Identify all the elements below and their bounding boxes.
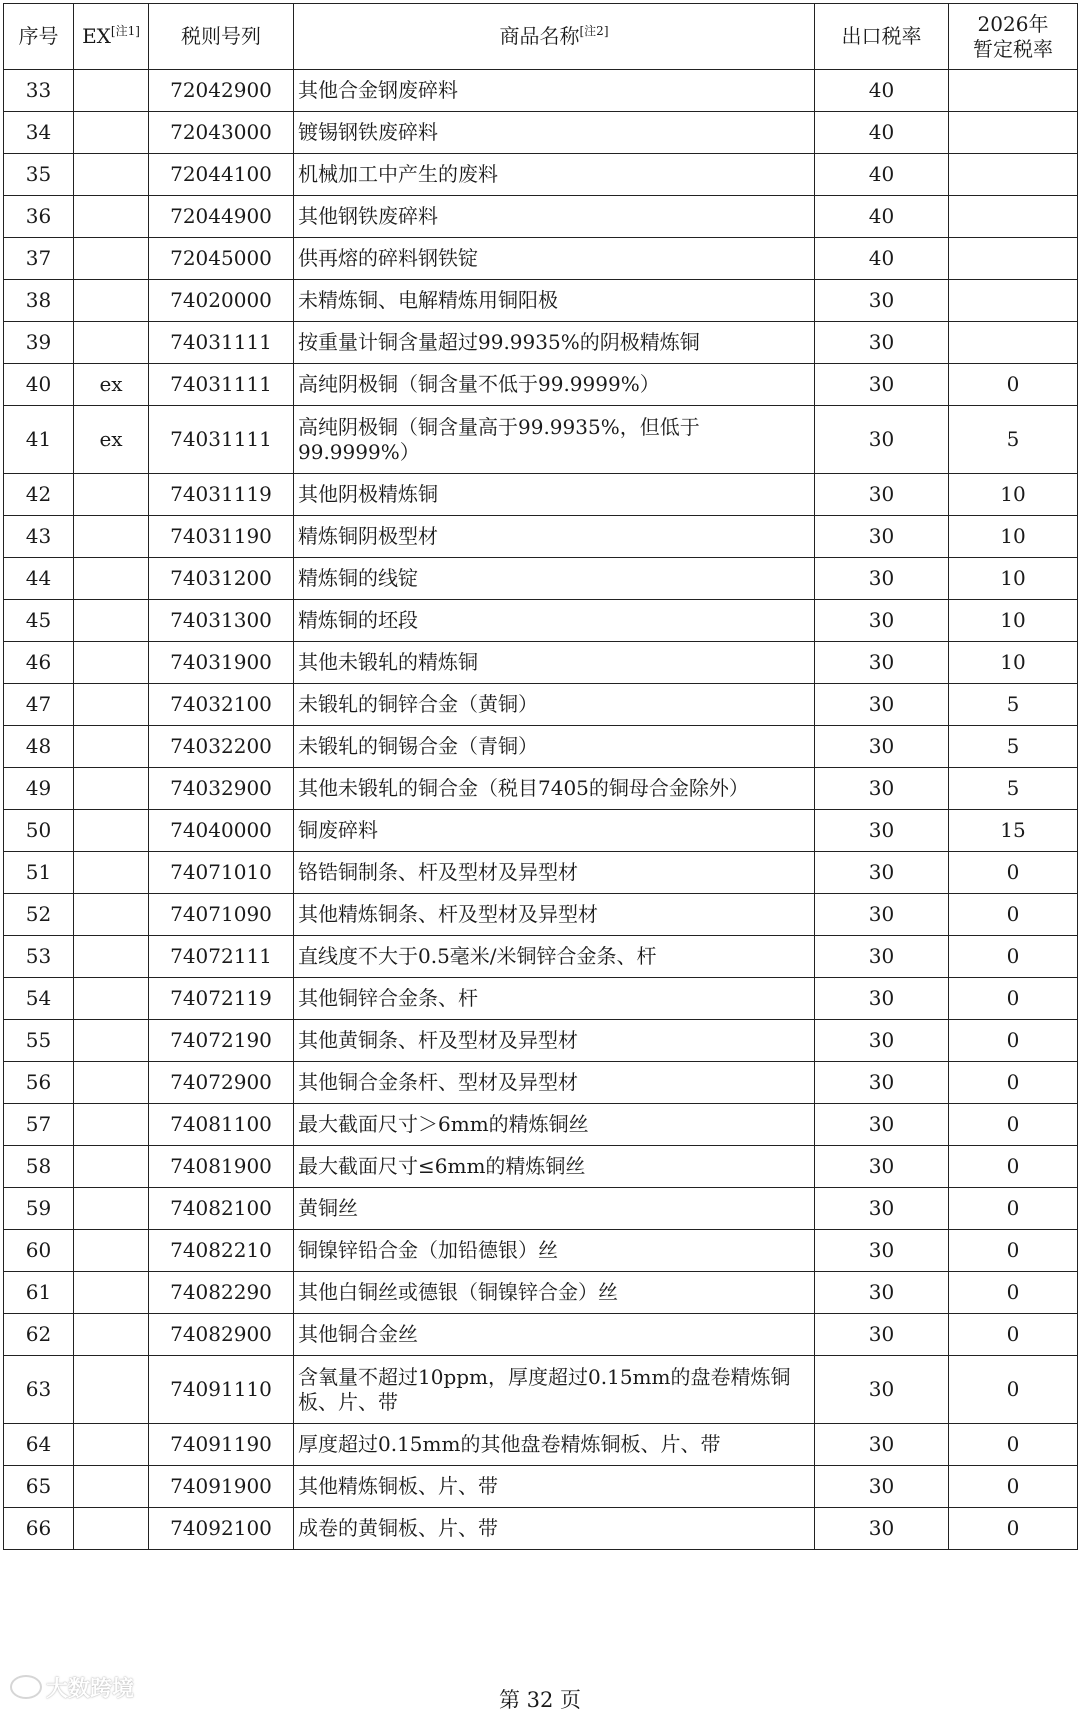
header-ex: EX[注1] bbox=[74, 4, 149, 70]
table-row bbox=[4, 154, 1078, 196]
cell-rate: 30 bbox=[815, 852, 949, 894]
tariff-table bbox=[3, 3, 1078, 1550]
cell-seq: 43 bbox=[4, 516, 74, 558]
cell-ex bbox=[74, 516, 149, 558]
cell-temp: 0 bbox=[949, 1356, 1078, 1424]
cell-seq: 66 bbox=[4, 1508, 74, 1550]
cell-seq: 42 bbox=[4, 474, 74, 516]
table-row bbox=[4, 280, 1078, 322]
cell-seq: 44 bbox=[4, 558, 74, 600]
cell-code: 74031200 bbox=[149, 558, 294, 600]
cell-name: 其他白铜丝或德银（铜镍锌合金）丝 bbox=[294, 1272, 815, 1314]
table-row bbox=[4, 1356, 1078, 1424]
table-row bbox=[4, 558, 1078, 600]
table-row bbox=[4, 516, 1078, 558]
table-row bbox=[4, 1146, 1078, 1188]
table-row bbox=[4, 1508, 1078, 1550]
cell-temp bbox=[949, 70, 1078, 112]
cell-code: 74031900 bbox=[149, 642, 294, 684]
cell-ex bbox=[74, 810, 149, 852]
cell-name: 其他精炼铜条、杆及型材及异型材 bbox=[294, 894, 815, 936]
cell-code: 72042900 bbox=[149, 70, 294, 112]
cell-rate: 30 bbox=[815, 600, 949, 642]
cell-rate: 30 bbox=[815, 726, 949, 768]
cell-code: 74082100 bbox=[149, 1188, 294, 1230]
cell-name: 高纯阴极铜（铜含量高于99.9935%，但低于99.9999%） bbox=[294, 406, 815, 474]
cell-temp: 0 bbox=[949, 852, 1078, 894]
cell-temp: 5 bbox=[949, 684, 1078, 726]
cell-seq: 51 bbox=[4, 852, 74, 894]
cell-code: 74081900 bbox=[149, 1146, 294, 1188]
cell-code: 74031119 bbox=[149, 474, 294, 516]
cell-seq: 37 bbox=[4, 238, 74, 280]
cell-code: 74031300 bbox=[149, 600, 294, 642]
table-row bbox=[4, 894, 1078, 936]
cell-ex bbox=[74, 1104, 149, 1146]
cell-ex bbox=[74, 1356, 149, 1424]
table-row bbox=[4, 322, 1078, 364]
cell-code: 74031111 bbox=[149, 364, 294, 406]
cell-rate: 30 bbox=[815, 558, 949, 600]
cell-seq: 62 bbox=[4, 1314, 74, 1356]
cell-code: 74031190 bbox=[149, 516, 294, 558]
cell-code: 74031111 bbox=[149, 322, 294, 364]
table-row bbox=[4, 852, 1078, 894]
cell-rate: 40 bbox=[815, 70, 949, 112]
cell-code: 74091900 bbox=[149, 1466, 294, 1508]
cell-rate: 30 bbox=[815, 1062, 949, 1104]
table-row bbox=[4, 1188, 1078, 1230]
cell-code: 74072900 bbox=[149, 1062, 294, 1104]
cell-code: 74032100 bbox=[149, 684, 294, 726]
cell-seq: 57 bbox=[4, 1104, 74, 1146]
cell-rate: 30 bbox=[815, 1020, 949, 1062]
cell-temp: 10 bbox=[949, 558, 1078, 600]
cell-temp: 0 bbox=[949, 1314, 1078, 1356]
cell-ex bbox=[74, 112, 149, 154]
cell-seq: 52 bbox=[4, 894, 74, 936]
cell-code: 74081100 bbox=[149, 1104, 294, 1146]
cell-rate: 30 bbox=[815, 936, 949, 978]
cell-ex bbox=[74, 280, 149, 322]
cell-seq: 64 bbox=[4, 1424, 74, 1466]
cell-rate: 30 bbox=[815, 1356, 949, 1424]
cell-code: 74072190 bbox=[149, 1020, 294, 1062]
table-row bbox=[4, 684, 1078, 726]
cell-seq: 54 bbox=[4, 978, 74, 1020]
cell-name: 最大截面尺寸≤6mm的精炼铜丝 bbox=[294, 1146, 815, 1188]
cell-ex bbox=[74, 600, 149, 642]
cell-rate: 30 bbox=[815, 894, 949, 936]
cell-rate: 30 bbox=[815, 1188, 949, 1230]
cell-rate: 30 bbox=[815, 642, 949, 684]
cell-code: 74071090 bbox=[149, 894, 294, 936]
cell-ex bbox=[74, 474, 149, 516]
cell-code: 74091190 bbox=[149, 1424, 294, 1466]
cell-seq: 50 bbox=[4, 810, 74, 852]
cell-name: 未锻轧的铜锌合金（黄铜） bbox=[294, 684, 815, 726]
cell-temp: 0 bbox=[949, 1508, 1078, 1550]
cell-ex bbox=[74, 1146, 149, 1188]
cell-name: 高纯阴极铜（铜含量不低于99.9999%） bbox=[294, 364, 815, 406]
table-row bbox=[4, 196, 1078, 238]
cell-ex bbox=[74, 322, 149, 364]
cell-code: 72043000 bbox=[149, 112, 294, 154]
table-row bbox=[4, 726, 1078, 768]
cell-seq: 58 bbox=[4, 1146, 74, 1188]
header-ex-note: [注1] bbox=[110, 24, 140, 38]
cell-temp: 10 bbox=[949, 642, 1078, 684]
cell-ex bbox=[74, 1272, 149, 1314]
table-row bbox=[4, 1104, 1078, 1146]
cell-ex bbox=[74, 726, 149, 768]
cell-rate: 30 bbox=[815, 1146, 949, 1188]
cell-ex bbox=[74, 558, 149, 600]
cell-temp: 0 bbox=[949, 1424, 1078, 1466]
cell-name: 镀锡钢铁废碎料 bbox=[294, 112, 815, 154]
cell-code: 74082210 bbox=[149, 1230, 294, 1272]
cell-rate: 30 bbox=[815, 768, 949, 810]
cell-name: 其他铜合金丝 bbox=[294, 1314, 815, 1356]
cell-code: 74092100 bbox=[149, 1508, 294, 1550]
cell-code: 74032900 bbox=[149, 768, 294, 810]
cell-rate: 30 bbox=[815, 322, 949, 364]
cell-ex bbox=[74, 768, 149, 810]
cell-rate: 40 bbox=[815, 154, 949, 196]
cell-rate: 30 bbox=[815, 978, 949, 1020]
cell-name: 其他未锻轧的铜合金（税目7405的铜母合金除外） bbox=[294, 768, 815, 810]
table-row bbox=[4, 1272, 1078, 1314]
cell-temp: 0 bbox=[949, 1272, 1078, 1314]
table-row bbox=[4, 364, 1078, 406]
cell-rate: 30 bbox=[815, 1104, 949, 1146]
cell-ex bbox=[74, 642, 149, 684]
cell-code: 74072119 bbox=[149, 978, 294, 1020]
cell-name: 未精炼铜、电解精炼用铜阳极 bbox=[294, 280, 815, 322]
cell-ex bbox=[74, 70, 149, 112]
cell-code: 74020000 bbox=[149, 280, 294, 322]
cell-rate: 40 bbox=[815, 112, 949, 154]
cell-ex bbox=[74, 684, 149, 726]
cell-ex bbox=[74, 238, 149, 280]
cell-ex bbox=[74, 1188, 149, 1230]
cell-temp: 10 bbox=[949, 600, 1078, 642]
cell-seq: 48 bbox=[4, 726, 74, 768]
cell-seq: 55 bbox=[4, 1020, 74, 1062]
table-row bbox=[4, 978, 1078, 1020]
cell-temp: 0 bbox=[949, 364, 1078, 406]
table-row bbox=[4, 600, 1078, 642]
cell-temp: 0 bbox=[949, 936, 1078, 978]
table-row bbox=[4, 810, 1078, 852]
cell-name: 其他合金钢废碎料 bbox=[294, 70, 815, 112]
cell-rate: 30 bbox=[815, 1508, 949, 1550]
cell-ex: ex bbox=[74, 406, 149, 474]
header-seq: 序号 bbox=[4, 4, 74, 70]
cell-rate: 30 bbox=[815, 364, 949, 406]
cell-ex bbox=[74, 936, 149, 978]
cell-seq: 47 bbox=[4, 684, 74, 726]
cell-temp: 5 bbox=[949, 406, 1078, 474]
cell-seq: 41 bbox=[4, 406, 74, 474]
cell-temp bbox=[949, 238, 1078, 280]
header-code: 税则号列 bbox=[149, 4, 294, 70]
cell-code: 74072111 bbox=[149, 936, 294, 978]
cell-name: 精炼铜的线锭 bbox=[294, 558, 815, 600]
cell-ex bbox=[74, 1314, 149, 1356]
cell-temp: 0 bbox=[949, 1466, 1078, 1508]
cell-name: 未锻轧的铜锡合金（青铜） bbox=[294, 726, 815, 768]
cell-temp: 0 bbox=[949, 1146, 1078, 1188]
cell-rate: 30 bbox=[815, 516, 949, 558]
cell-rate: 30 bbox=[815, 1424, 949, 1466]
cell-name: 精炼铜的坯段 bbox=[294, 600, 815, 642]
cell-ex bbox=[74, 978, 149, 1020]
cell-seq: 39 bbox=[4, 322, 74, 364]
cell-seq: 46 bbox=[4, 642, 74, 684]
cell-temp: 15 bbox=[949, 810, 1078, 852]
page-number: 第 32 页 bbox=[498, 1688, 582, 1712]
cell-rate: 30 bbox=[815, 1230, 949, 1272]
cell-ex bbox=[74, 1508, 149, 1550]
cell-rate: 30 bbox=[815, 1272, 949, 1314]
table-body bbox=[4, 70, 1078, 1550]
table-row bbox=[4, 238, 1078, 280]
cell-rate: 40 bbox=[815, 196, 949, 238]
table-header bbox=[4, 4, 1078, 70]
cell-ex bbox=[74, 154, 149, 196]
cell-temp: 0 bbox=[949, 1020, 1078, 1062]
table-row bbox=[4, 406, 1078, 474]
cell-name: 黄铜丝 bbox=[294, 1188, 815, 1230]
cell-temp: 0 bbox=[949, 1104, 1078, 1146]
cell-temp: 10 bbox=[949, 474, 1078, 516]
cell-ex bbox=[74, 1466, 149, 1508]
cell-code: 74040000 bbox=[149, 810, 294, 852]
cell-code: 72044100 bbox=[149, 154, 294, 196]
cell-name: 铜镍锌铅合金（加铅德银）丝 bbox=[294, 1230, 815, 1272]
header-temp-rate bbox=[949, 4, 1078, 70]
cell-seq: 45 bbox=[4, 600, 74, 642]
cell-temp: 0 bbox=[949, 978, 1078, 1020]
cell-ex bbox=[74, 1020, 149, 1062]
cell-temp: 0 bbox=[949, 1230, 1078, 1272]
cell-temp: 0 bbox=[949, 894, 1078, 936]
cell-name: 其他精炼铜板、片、带 bbox=[294, 1466, 815, 1508]
cell-temp bbox=[949, 322, 1078, 364]
cell-temp: 10 bbox=[949, 516, 1078, 558]
cell-seq: 60 bbox=[4, 1230, 74, 1272]
table-row bbox=[4, 1466, 1078, 1508]
cell-temp: 0 bbox=[949, 1188, 1078, 1230]
table-row bbox=[4, 768, 1078, 810]
cell-name: 最大截面尺寸＞6mm的精炼铜丝 bbox=[294, 1104, 815, 1146]
header-name-note: [注2] bbox=[579, 24, 609, 38]
header-name: 商品名称[注2] bbox=[294, 4, 815, 70]
cell-name: 按重量计铜含量超过99.9935%的阴极精炼铜 bbox=[294, 322, 815, 364]
cell-code: 74091110 bbox=[149, 1356, 294, 1424]
cell-temp: 5 bbox=[949, 768, 1078, 810]
cell-rate: 40 bbox=[815, 238, 949, 280]
cell-code: 72045000 bbox=[149, 238, 294, 280]
header-temp-rate-line1: 2026年 bbox=[977, 11, 1049, 36]
cell-seq: 36 bbox=[4, 196, 74, 238]
cell-seq: 38 bbox=[4, 280, 74, 322]
cell-name: 成卷的黄铜板、片、带 bbox=[294, 1508, 815, 1550]
table-row bbox=[4, 1062, 1078, 1104]
cell-rate: 30 bbox=[815, 810, 949, 852]
cell-code: 74031111 bbox=[149, 406, 294, 474]
cell-seq: 65 bbox=[4, 1466, 74, 1508]
cell-ex bbox=[74, 196, 149, 238]
cell-name: 直线度不大于0.5毫米/米铜锌合金条、杆 bbox=[294, 936, 815, 978]
cell-ex bbox=[74, 894, 149, 936]
cell-code: 74032200 bbox=[149, 726, 294, 768]
table-row bbox=[4, 1424, 1078, 1466]
cell-code: 74082290 bbox=[149, 1272, 294, 1314]
cell-seq: 53 bbox=[4, 936, 74, 978]
cell-ex bbox=[74, 1230, 149, 1272]
cell-name: 其他黄铜条、杆及型材及异型材 bbox=[294, 1020, 815, 1062]
table-row bbox=[4, 1314, 1078, 1356]
cell-seq: 35 bbox=[4, 154, 74, 196]
cell-rate: 30 bbox=[815, 684, 949, 726]
cell-name: 厚度超过0.15mm的其他盘卷精炼铜板、片、带 bbox=[294, 1424, 815, 1466]
cell-temp bbox=[949, 154, 1078, 196]
cell-name: 供再熔的碎料钢铁锭 bbox=[294, 238, 815, 280]
cell-name: 其他未锻轧的精炼铜 bbox=[294, 642, 815, 684]
cell-rate: 30 bbox=[815, 280, 949, 322]
table-row bbox=[4, 936, 1078, 978]
cell-temp bbox=[949, 196, 1078, 238]
cell-rate: 30 bbox=[815, 1314, 949, 1356]
cell-temp: 5 bbox=[949, 726, 1078, 768]
cell-seq: 63 bbox=[4, 1356, 74, 1424]
cell-name: 铜废碎料 bbox=[294, 810, 815, 852]
table-row bbox=[4, 1230, 1078, 1272]
header-rate: 出口税率 bbox=[815, 4, 949, 70]
cell-rate: 30 bbox=[815, 474, 949, 516]
cell-name: 机械加工中产生的废料 bbox=[294, 154, 815, 196]
cell-ex: ex bbox=[74, 364, 149, 406]
cell-seq: 34 bbox=[4, 112, 74, 154]
cell-name: 其他铜合金条杆、型材及异型材 bbox=[294, 1062, 815, 1104]
cell-temp bbox=[949, 112, 1078, 154]
cell-seq: 59 bbox=[4, 1188, 74, 1230]
cell-seq: 56 bbox=[4, 1062, 74, 1104]
table-row bbox=[4, 112, 1078, 154]
cell-ex bbox=[74, 852, 149, 894]
watermark-text: 大数跨境 bbox=[46, 1677, 135, 1702]
cell-seq: 49 bbox=[4, 768, 74, 810]
cell-seq: 33 bbox=[4, 70, 74, 112]
cell-name: 含氧量不超过10ppm，厚度超过0.15mm的盘卷精炼铜板、片、带 bbox=[294, 1356, 815, 1424]
cell-name: 其他阴极精炼铜 bbox=[294, 474, 815, 516]
cell-ex bbox=[74, 1062, 149, 1104]
table-row bbox=[4, 70, 1078, 112]
cell-rate: 30 bbox=[815, 406, 949, 474]
cell-name: 精炼铜阴极型材 bbox=[294, 516, 815, 558]
cell-code: 72044900 bbox=[149, 196, 294, 238]
cell-code: 74082900 bbox=[149, 1314, 294, 1356]
header-temp-rate-line2: 暂定税率 bbox=[973, 36, 1053, 61]
cell-seq: 40 bbox=[4, 364, 74, 406]
cell-name: 其他铜锌合金条、杆 bbox=[294, 978, 815, 1020]
cell-code: 74071010 bbox=[149, 852, 294, 894]
table-row bbox=[4, 474, 1078, 516]
cell-temp: 0 bbox=[949, 1062, 1078, 1104]
table-row bbox=[4, 642, 1078, 684]
table-row bbox=[4, 1020, 1078, 1062]
cell-temp bbox=[949, 280, 1078, 322]
cell-seq: 61 bbox=[4, 1272, 74, 1314]
cell-ex bbox=[74, 1424, 149, 1466]
cell-rate: 30 bbox=[815, 1466, 949, 1508]
cell-name: 其他钢铁废碎料 bbox=[294, 196, 815, 238]
cell-name: 铬锆铜制条、杆及型材及异型材 bbox=[294, 852, 815, 894]
